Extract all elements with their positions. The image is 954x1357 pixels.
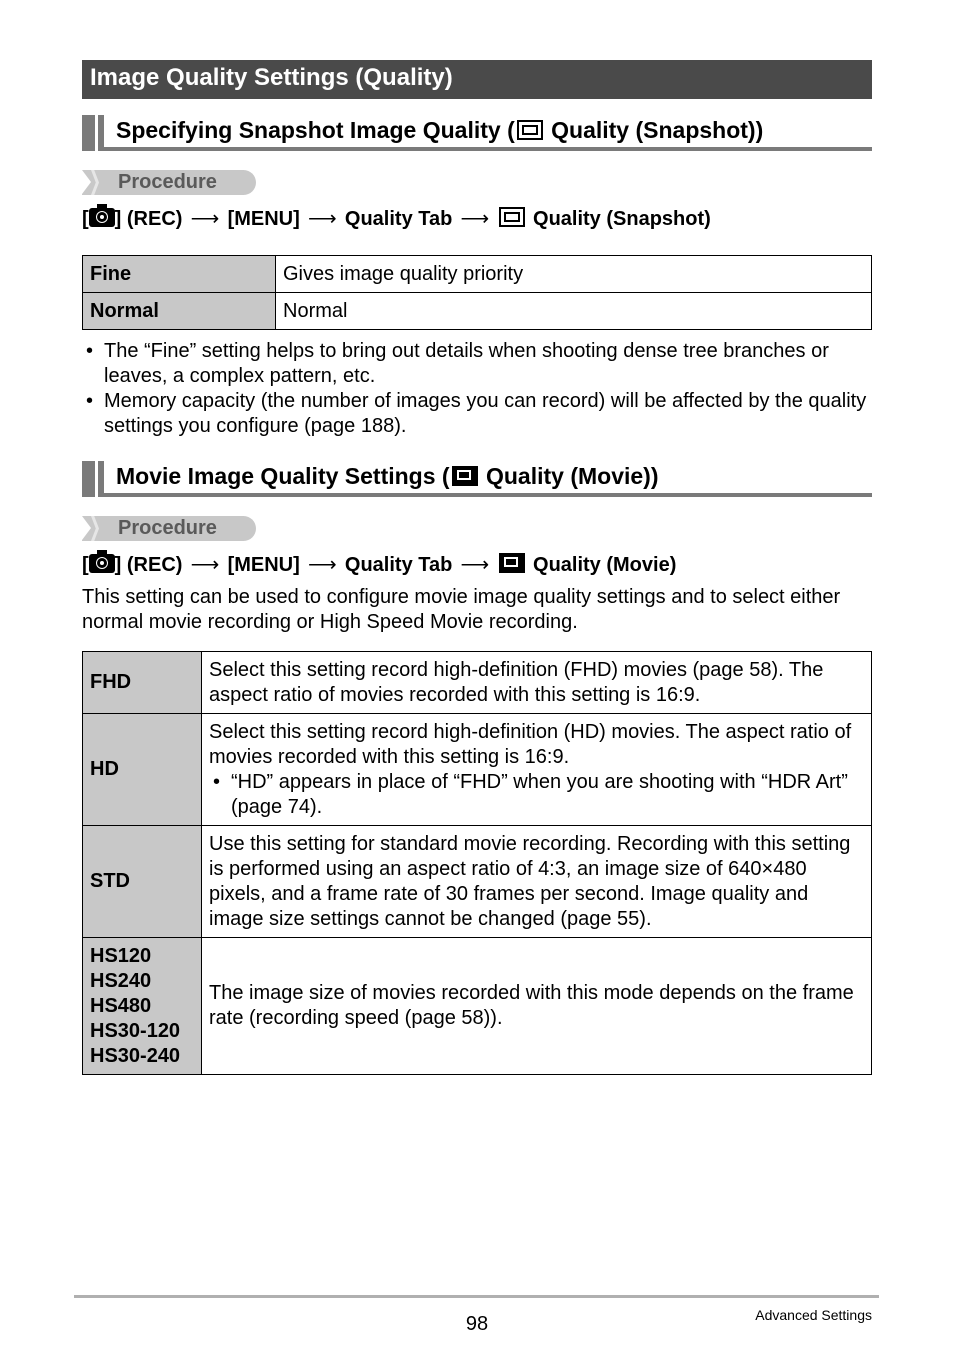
procedure-label: Procedure <box>82 516 256 541</box>
snapshot-heading-text: Specifying Snapshot Image Quality ( Quality (Snapshot)) <box>116 117 764 143</box>
snapshot-notes <box>82 339 874 439</box>
table-key: STD <box>83 826 202 938</box>
table-row <box>83 938 872 1075</box>
list-item: • The “Fine” setting helps to bring out details when shooting dense tree branches or leaves, a complex pattern, etc. <box>86 340 829 387</box>
arrow-icon: ⟶ <box>190 208 220 230</box>
arrow-icon: ⟶ <box>308 208 337 230</box>
list-item: • Memory capacity (the number of images you can record) will be affected by the quality settings you configure (page 188). <box>86 390 867 437</box>
snapshot-quality-table <box>82 255 872 330</box>
procedure-label: Procedure <box>82 170 256 195</box>
movie-heading-text: Movie Image Quality Settings ( Quality (Movie)) <box>116 463 659 489</box>
page-number: 98 <box>465 1313 489 1335</box>
movie-quality-icon <box>452 466 478 486</box>
table-value: Select this setting record high-definition (HD) movies. The aspect ratio of movies recorded with this setting is 16:9. • “HD” appears in place of “FHD” when you are shooting with “HDR Art” (page 74). <box>202 714 872 826</box>
movie-intro: This setting can be used to configure movie image quality settings and to select either normal movie recording or High Speed Movie recording. <box>82 586 841 633</box>
movie-quality-icon <box>499 553 525 573</box>
footer-divider <box>74 1295 879 1298</box>
table-value: The image size of movies recorded with this mode depends on the frame rate (recording speed (page 58)). <box>202 938 872 1075</box>
camera-icon <box>89 554 115 573</box>
table-value: Normal <box>276 293 872 330</box>
snapshot-quality-icon <box>499 207 525 227</box>
section-title: Image Quality Settings (Quality) <box>90 64 453 91</box>
table-value: Gives image quality priority <box>276 256 872 293</box>
table-row <box>83 293 872 330</box>
arrow-icon: ⟶ <box>308 554 337 576</box>
table-value: Use this setting for standard movie recording. Recording with this setting is performed using an aspect ratio of 4:3, an image size of 640×480 pixels, and a frame rate of 30 frames per second. Image quality and image size settings cannot be changed (page 55). <box>202 826 872 938</box>
table-key: Fine <box>83 256 276 293</box>
movie-procedure-path: [ ] (REC) ⟶ [MENU] ⟶ Quality Tab ⟶ Quality (Movie) <box>82 554 677 576</box>
movie-heading <box>82 461 872 497</box>
arrow-icon: ⟶ <box>460 208 490 230</box>
section-title-bar <box>82 60 872 99</box>
list-item: • “HD” appears in place of “FHD” when you are shooting with “HDR Art” (page 74). <box>213 770 848 818</box>
table-row <box>83 256 872 293</box>
table-row <box>83 652 872 714</box>
table-value: Select this setting record high-definition (FHD) movies (page 58). The aspect ratio of movies recorded with this setting is 16:9. <box>202 652 872 714</box>
table-key: Normal <box>83 293 276 330</box>
arrow-icon: ⟶ <box>190 554 220 576</box>
snapshot-procedure-path: [ ] (REC) ⟶ [MENU] ⟶ Quality Tab ⟶ Quality (Snapshot) <box>82 208 711 230</box>
movie-quality-table <box>82 651 872 1075</box>
table-key: FHD <box>83 652 202 714</box>
footer-section: Advanced Settings <box>755 1307 872 1323</box>
arrow-icon: ⟶ <box>460 554 490 576</box>
table-row <box>83 826 872 938</box>
table-row <box>83 714 872 826</box>
camera-icon <box>89 208 115 227</box>
table-key: HD <box>83 714 202 826</box>
snapshot-quality-icon <box>517 120 543 140</box>
table-key: HS120 HS240 HS480 HS30-120 HS30-240 <box>83 938 202 1075</box>
snapshot-heading <box>82 115 872 151</box>
